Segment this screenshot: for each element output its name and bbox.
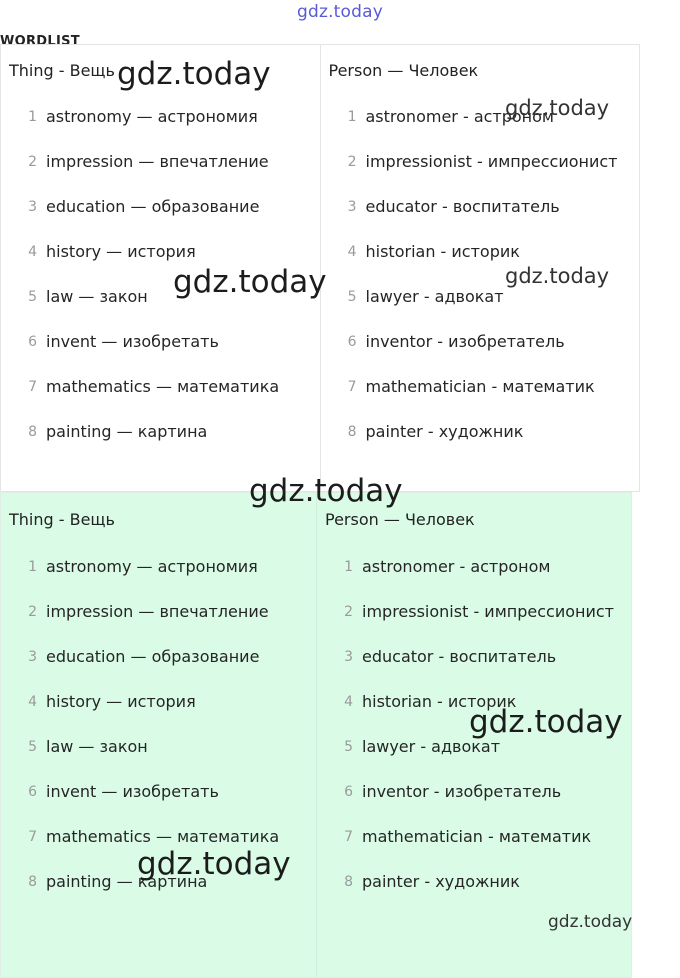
item-text: inventor - изобретатель: [365, 332, 565, 351]
list-item: [321, 324, 640, 369]
item-number: 6: [28, 784, 37, 800]
item-text: mathematician - математик: [362, 827, 592, 846]
list-item: [1, 549, 316, 594]
list-item: [1, 144, 320, 189]
watermark-overlay: gdz.today: [469, 704, 623, 740]
list-item: [1, 594, 316, 639]
watermark-overlay: gdz.today: [137, 846, 291, 882]
item-text: mathematics — математика: [46, 377, 280, 396]
item-number: 5: [344, 739, 353, 755]
item-text: historian - историк: [365, 242, 520, 261]
item-number: 7: [347, 379, 357, 395]
item-text: impression — впечатление: [46, 152, 269, 171]
list-item: [1, 684, 316, 729]
list-item: [1, 324, 320, 369]
list-item: [1, 369, 320, 414]
item-number: 4: [28, 244, 37, 260]
item-number: 2: [344, 604, 353, 620]
item-number: 2: [28, 154, 37, 170]
item-number: 1: [347, 109, 357, 125]
list-item: [1, 639, 316, 684]
list-item: [321, 414, 640, 459]
thing-column-header: Thing - Вещь: [9, 510, 115, 529]
item-number: 1: [28, 109, 37, 125]
item-text: painter - художник: [365, 422, 524, 441]
item-text: history — история: [46, 242, 196, 261]
item-text: impressionist - импрессионист: [362, 602, 614, 621]
item-number: 2: [28, 604, 37, 620]
item-text: law — закон: [46, 287, 148, 306]
item-text: historian - историк: [362, 692, 517, 711]
item-number: 6: [347, 334, 357, 350]
list-item: [317, 819, 631, 864]
item-text: painter - художник: [362, 872, 520, 891]
list-item: [1, 414, 320, 459]
list-item: [1, 729, 316, 774]
person-column-header: Person — Человек: [328, 61, 479, 80]
item-text: inventor - изобретатель: [362, 782, 562, 801]
list-item: [1, 774, 316, 819]
item-number: 7: [28, 829, 37, 845]
item-text: invent — изобретать: [46, 782, 219, 801]
list-item: [317, 774, 631, 819]
item-text: education — образование: [46, 197, 260, 216]
item-number: 1: [28, 559, 37, 575]
item-number: 3: [344, 649, 353, 665]
item-text: impression — впечатление: [46, 602, 269, 621]
item-number: 1: [344, 559, 353, 575]
item-number: 6: [28, 334, 37, 350]
thing-column: [1, 493, 316, 977]
item-text: painting — картина: [46, 872, 208, 891]
item-number: 4: [344, 694, 353, 710]
item-number: 5: [347, 289, 357, 305]
watermark-overlay: gdz.today: [173, 264, 327, 300]
item-text: impressionist - импрессионист: [365, 152, 618, 171]
item-text: mathematician - математик: [365, 377, 595, 396]
item-text: educator - воспитатель: [365, 197, 560, 216]
top-watermark: gdz.today: [296, 2, 384, 22]
item-number: 7: [344, 829, 353, 845]
item-text: law — закон: [46, 737, 148, 756]
item-text: astronomy — астрономия: [46, 107, 258, 126]
item-number: 8: [28, 424, 37, 440]
list-item: [321, 369, 640, 414]
item-number: 8: [28, 874, 37, 890]
item-text: astronomer - астроном: [365, 107, 554, 126]
person-column-header: Person — Человек: [325, 510, 475, 529]
item-text: history — история: [46, 692, 196, 711]
item-text: educator - воспитатель: [362, 647, 557, 666]
list-item: [317, 549, 631, 594]
item-text: astronomer - астроном: [362, 557, 551, 576]
item-number: 8: [344, 874, 353, 890]
item-number: 4: [28, 694, 37, 710]
item-text: education — образование: [46, 647, 260, 666]
item-number: 3: [28, 649, 37, 665]
item-number: 3: [347, 199, 357, 215]
item-number: 5: [28, 739, 37, 755]
list-item: [1, 189, 320, 234]
section-heading: WORDLIST: [0, 34, 80, 44]
item-number: 4: [347, 244, 357, 260]
list-item: [321, 144, 640, 189]
list-item: [1, 99, 320, 144]
item-text: lawyer - адвокат: [362, 737, 501, 756]
watermark-overlay: gdz.today: [249, 473, 403, 509]
list-item: [321, 189, 640, 234]
item-number: 2: [347, 154, 357, 170]
watermark-overlay: gdz.today: [505, 264, 610, 288]
item-number: 6: [344, 784, 353, 800]
item-number: 8: [347, 424, 357, 440]
list-item: [317, 864, 631, 909]
item-text: mathematics — математика: [46, 827, 280, 846]
list-item: [317, 594, 631, 639]
item-text: lawyer - адвокат: [365, 287, 504, 306]
item-number: 3: [28, 199, 37, 215]
item-text: astronomy — астрономия: [46, 557, 258, 576]
item-text: invent — изобретать: [46, 332, 219, 351]
watermark-overlay: gdz.today: [548, 912, 633, 932]
list-item: [317, 639, 631, 684]
item-number: 5: [28, 289, 37, 305]
thing-column-header: Thing - Вещь: [9, 61, 115, 80]
watermark-overlay: gdz.today: [117, 56, 271, 92]
watermark-overlay: gdz.today: [505, 96, 610, 120]
item-number: 7: [28, 379, 37, 395]
item-text: painting — картина: [46, 422, 208, 441]
